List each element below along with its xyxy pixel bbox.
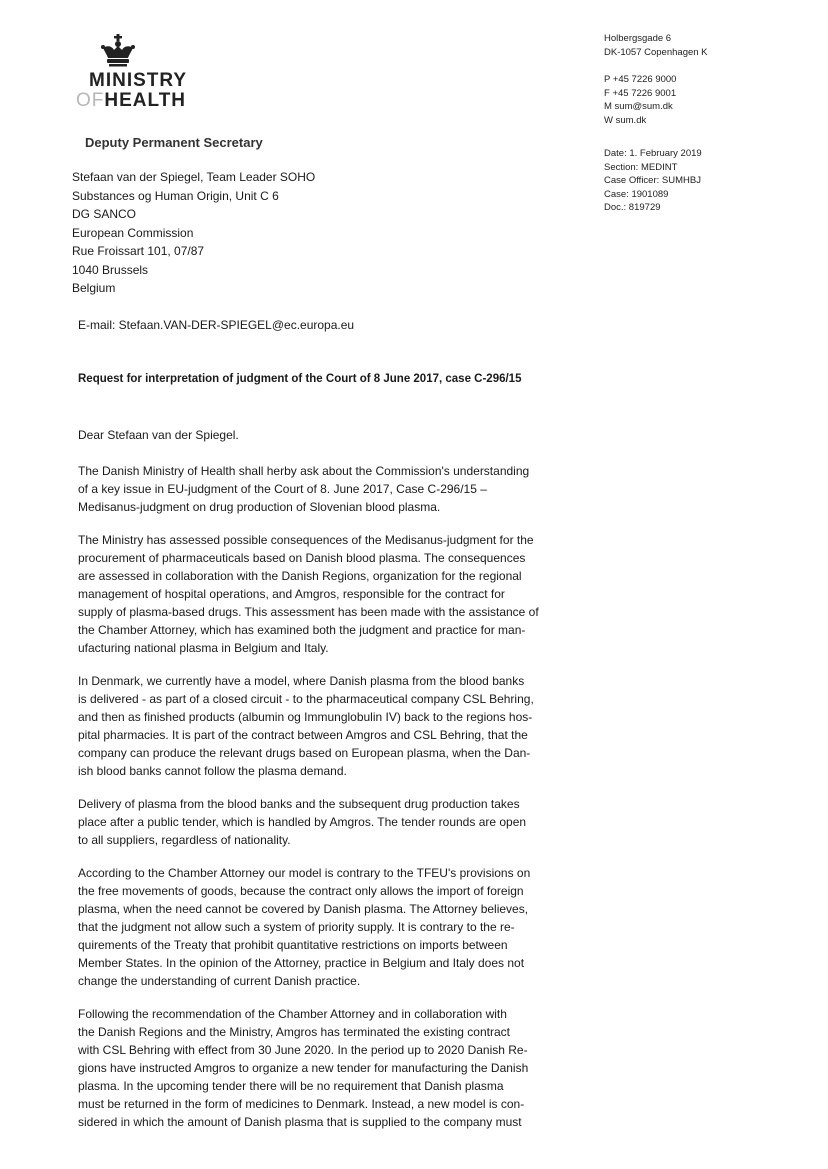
logo-text-ministry: MINISTRY [89,70,188,91]
recipient-line: European Commission [72,225,194,240]
text-line: Member States. In the opinion of the Attorney, practice in Belgium and Italy does not [78,956,525,970]
text-line: is delivered - as part of a closed circuit - to the pharmaceutical company CSL Behring, [78,692,534,706]
recipient-line: DG SANCO [72,207,137,221]
text-line: The Ministry has assessed possible consequences of the Medisanus-judgment for the [78,533,534,547]
text-line: sidered in which the amount of Danish plasma that is supplied to the company must [78,1115,522,1129]
paragraph [78,531,558,657]
case-number-line: Case: 1901089 [604,188,669,200]
doc-number-line: Doc.: 819729 [604,202,661,213]
salutation: Dear Stefaan van der Spiegel. [78,428,239,442]
text-line: management of hospital operations, and Amgros, responsible for the contract for [78,587,505,601]
text-line: pital pharmacies. It is part of the contract between Amgros and CSL Behring, that the [78,728,528,742]
case-officer-line: Case Officer: SUMHBJ [604,175,701,186]
fax-line: F +45 7226 9001 [604,87,677,99]
date-line: Date: 1. February 2019 [604,148,702,159]
text-line: ufacturing national plasma in Belgium and Italy. [78,641,329,655]
text-line: Medisanus-judgment on drug production of Slovenian blood plasma. [78,500,441,514]
sender-address [604,32,814,59]
crown-icon [98,34,138,68]
text-line: Following the recommendation of the Chamber Attorney and in collaboration with [78,1007,507,1021]
phone-line: P +45 7226 9000 [604,74,677,85]
sender-contact-block [604,32,814,229]
text-line: the Chamber Attorney, which has examined both the judgment and practice for man- [78,623,526,637]
text-line: plasma. In the upcoming tender there will be no requirement that Danish plasma [78,1079,504,1093]
logo-text-of: OF [76,90,105,111]
text-line: quirements of the Treaty that prohibit quantitative restrictions on imports between [78,938,508,952]
paragraph [78,864,558,990]
paragraph [78,1005,558,1131]
text-line: place after a public tender, which is handled by Amgros. The tender rounds are open [78,815,527,829]
recipient-line: Substances og Human Origin, Unit C 6 [72,188,279,203]
text-line: plasma, when the need cannot be covered by Danish plasma. The Attorney believes, [78,902,529,916]
case-meta [604,147,814,215]
recipient-line: Rue Froissart 101, 07/87 [72,244,205,258]
paragraph [78,795,558,849]
text-line: procurement of pharmaceuticals based on Danish blood plasma. The consequences [78,551,526,565]
text-line: and then as finished products (albumin og Immunglobulin IV) back to the regions hos- [78,710,533,724]
text-line: The Danish Ministry of Health shall herby ask about the Commission's understanding [78,464,530,478]
text-line: gions have instructed Amgros to organize a new tender for manufacturing the Danish [78,1061,529,1075]
recipient-email: E-mail: Stefaan.VAN-DER-SPIEGEL@ec.europa.eu [78,318,355,332]
text-line: According to the Chamber Attorney our model is contrary to the TFEU's provisions on [78,866,531,880]
text-line: the free movements of goods, because the contract only allows the import of foreign [78,884,524,898]
recipient-line: Stefaan van der Spiegel, Team Leader SOHO [72,170,316,184]
text-line: to all suppliers, regardless of nationality. [78,833,291,847]
recipient-line: Belgium [72,281,116,295]
logo-text-health-word: HEALTH [104,90,187,111]
text-line: Delivery of plasma from the blood banks and the subsequent drug production takes [78,797,520,811]
letter-subject: Request for interpretation of judgment of the Court of 8 June 2017, case C-296/15 [78,373,522,385]
text-line: that the judgment not allow such a system of priority supply. It is contrary to the re- [78,920,515,934]
text-line: the Danish Regions and the Ministry, Amgros has terminated the existing contract [78,1025,510,1039]
section-line: Section: MEDINT [604,161,678,173]
paragraph [78,672,558,780]
sender-contacts [604,73,814,127]
text-line: supply of plasma-based drugs. This assessment has been made with the assistance of [78,605,539,619]
web-line: W sum.dk [604,114,647,126]
mail-line: M sum@sum.dk [604,101,673,112]
text-line: with CSL Behring with effect from 30 June 2020. In the period up to 2020 Danish Re- [78,1043,528,1057]
sender-address-line: Holbergsgade 6 [604,33,672,44]
text-line: of a key issue in EU-judgment of the Court of 8. June 2017, Case C-296/15 – [78,482,487,496]
paragraph [78,462,558,516]
text-line: In Denmark, we currently have a model, where Danish plasma from the blood banks [78,674,525,688]
text-line: must be returned in the form of medicines to Denmark. Instead, a new model is con- [78,1097,525,1111]
logo-text-health [76,90,186,112]
sender-address-line: DK-1057 Copenhagen K [604,46,708,58]
text-line: change the understanding of current Danish practice. [78,974,361,988]
recipient-address [72,168,315,298]
text-line: ish blood banks cannot follow the plasma demand. [78,764,347,778]
text-line: company can produce the relevant drugs based on European plasma, when the Dan- [78,746,531,760]
sender-title: Deputy Permanent Secretary [85,135,263,150]
text-line: are assessed in collaboration with the Danish Regions, organization for the regional [78,569,522,583]
recipient-line: 1040 Brussels [72,262,149,277]
letter-body [78,462,558,1146]
